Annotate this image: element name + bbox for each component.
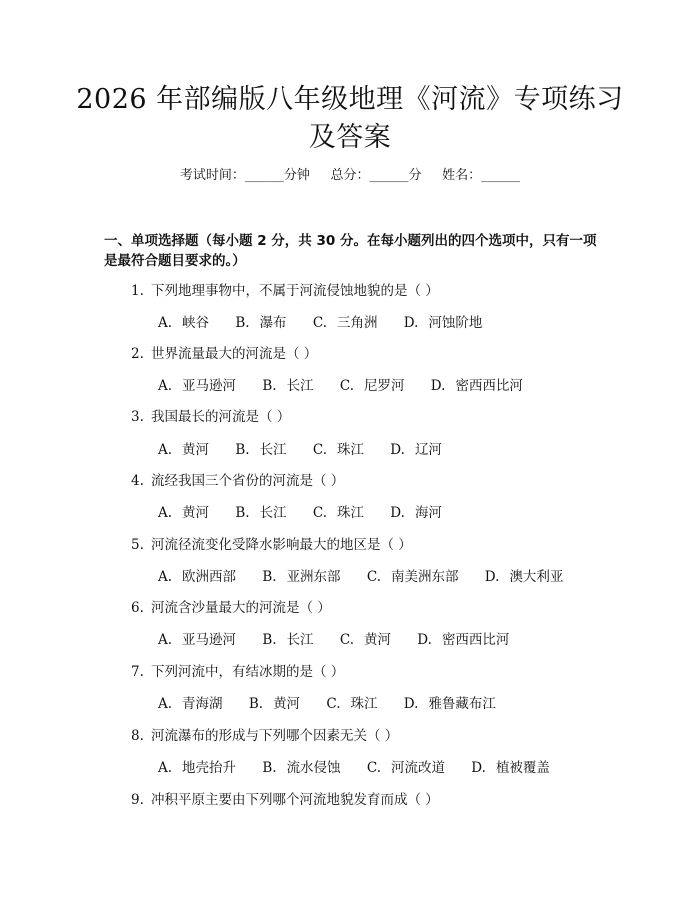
question-number: 4.	[131, 473, 144, 489]
question-2-options	[158, 376, 545, 396]
question-5	[131, 535, 412, 555]
question-2	[131, 344, 317, 364]
option-d: D. 澳大利亚	[484, 569, 564, 585]
question-text: 世界流量最大的河流是（ ）	[151, 346, 318, 362]
question-text: 下列河流中，有结冰期的是（ ）	[151, 664, 345, 680]
option-c: C. 珠江	[312, 505, 364, 521]
question-number: 6.	[131, 600, 144, 616]
option-b: B. 亚洲东部	[262, 569, 341, 585]
question-1-options	[158, 313, 504, 333]
question-8	[131, 726, 398, 746]
option-a: A. 欧洲西部	[158, 569, 237, 585]
question-5-options	[158, 567, 585, 587]
option-a: A. 黄河	[158, 442, 210, 458]
option-b: B. 长江	[262, 632, 314, 648]
option-c: C. 珠江	[312, 442, 364, 458]
option-a: A. 亚马逊河	[158, 378, 237, 394]
option-d: D. 密西西比河	[430, 378, 523, 394]
option-d: D. 雅鲁藏布江	[403, 696, 496, 712]
option-c: C. 三角洲	[312, 315, 378, 331]
option-c: C. 河流改道	[366, 760, 445, 776]
option-d: D. 海河	[390, 505, 442, 521]
option-b: B. 黄河	[248, 696, 301, 712]
question-7-options	[158, 694, 518, 714]
question-text: 河流径流变化受降水影响最大的地区是（ ）	[151, 537, 412, 553]
page-title: 2026 年部编版八年级地理《河流》专项练习	[76, 84, 624, 115]
question-6	[131, 598, 331, 618]
question-4-options	[158, 503, 464, 523]
option-a: A. 地壳抬升	[158, 760, 237, 776]
option-c: C. 黄河	[339, 632, 391, 648]
question-9	[131, 790, 439, 810]
question-8-options	[158, 758, 572, 778]
option-a: A. 亚马逊河	[158, 632, 237, 648]
question-text: 我国最长的河流是（ ）	[151, 409, 291, 425]
option-c: C. 南美洲东部	[366, 569, 459, 585]
question-text: 下列地理事物中，不属于河流侵蚀地貌的是（ ）	[151, 283, 439, 299]
question-number: 2.	[131, 346, 144, 362]
question-1	[131, 281, 439, 301]
question-number: 1.	[131, 283, 144, 299]
question-7	[131, 662, 344, 682]
question-text: 冲积平原主要由下列哪个河流地貌发育而成（ ）	[151, 792, 439, 808]
question-number: 7.	[131, 664, 144, 680]
question-number: 8.	[131, 728, 144, 744]
question-text: 河流瀑布的形成与下列哪个因素无关（ ）	[151, 728, 399, 744]
option-b: B. 瀑布	[235, 315, 287, 331]
option-d: D. 植被覆盖	[471, 760, 550, 776]
question-text: 河流含沙量最大的河流是（ ）	[151, 600, 331, 616]
question-4	[131, 471, 344, 491]
option-d: D. 密西西比河	[417, 632, 510, 648]
question-number: 5.	[131, 537, 144, 553]
question-3-options	[158, 440, 464, 460]
option-c: C. 尼罗河	[339, 378, 405, 394]
section-heading: 一、单项选择题（每小题 2 分，共 30 分。在每小题列出的四个选项中，只有一项	[104, 233, 597, 249]
question-6-options	[158, 630, 531, 650]
question-number: 3.	[131, 409, 144, 425]
option-a: A. 青海湖	[158, 696, 223, 712]
option-a: A. 峡谷	[158, 315, 210, 331]
question-3	[131, 407, 290, 427]
exam-info-line: 考试时间：______分钟 总分：______分 姓名：______	[179, 168, 521, 183]
question-number: 9.	[131, 792, 144, 808]
page-title-continued: 及答案	[308, 122, 392, 153]
option-d: D. 河蚀阶地	[403, 315, 483, 331]
option-d: D. 辽河	[390, 442, 442, 458]
section-heading-continued: 是最符合题目要求的。）	[104, 253, 246, 269]
option-b: B. 长江	[235, 442, 287, 458]
option-b: B. 流水侵蚀	[262, 760, 341, 776]
option-b: B. 长江	[262, 378, 314, 394]
option-a: A. 黄河	[158, 505, 210, 521]
question-text: 流经我国三个省份的河流是（ ）	[151, 473, 345, 489]
option-c: C. 珠江	[326, 696, 378, 712]
option-b: B. 长江	[235, 505, 287, 521]
